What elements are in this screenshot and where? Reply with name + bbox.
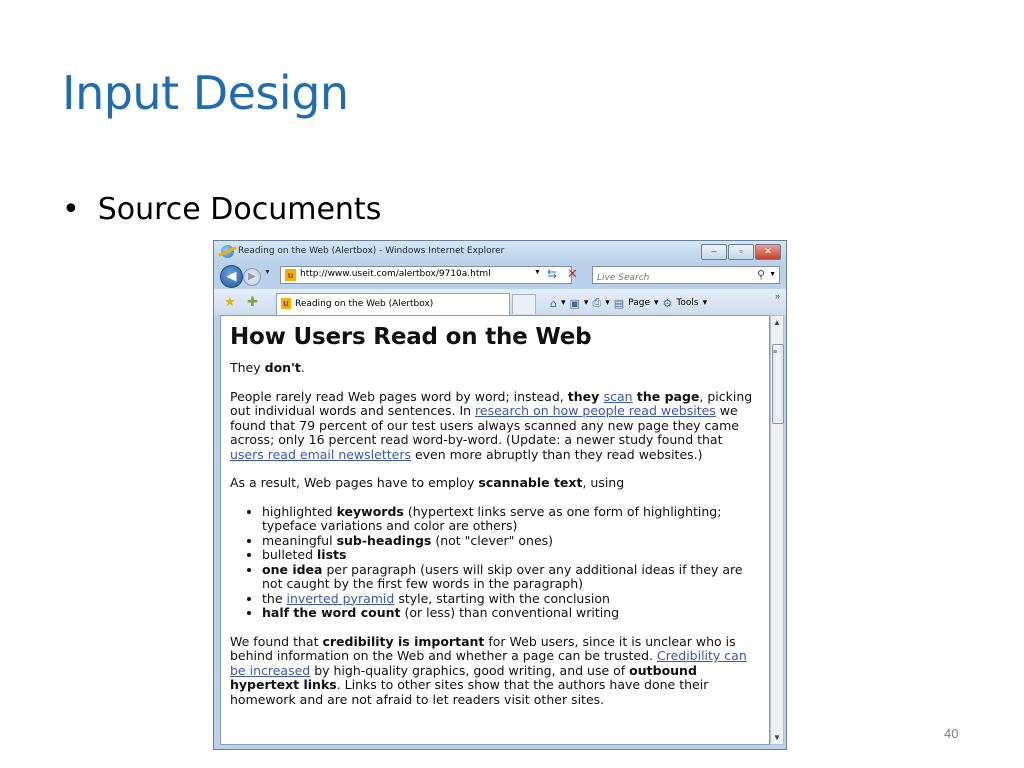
toolbar-overflow-icon[interactable]: » bbox=[774, 291, 780, 301]
bullet-item bbox=[62, 192, 381, 227]
command-toolbar bbox=[550, 296, 711, 310]
inverted-pyramid-link[interactable]: inverted pyramid bbox=[286, 590, 395, 606]
search-icon[interactable]: ⚲ bbox=[756, 269, 765, 281]
list-item: • highlighted keywords (hypertext links serve as one form of highlighting; typeface variations and color are others) bbox=[262, 505, 760, 534]
window-titlebar bbox=[214, 241, 786, 263]
close-button[interactable]: ✕ bbox=[755, 244, 781, 260]
scroll-thumb[interactable] bbox=[772, 344, 784, 424]
add-favorites-icon[interactable]: ✚ bbox=[247, 294, 258, 309]
print-icon[interactable]: ⎙ bbox=[592, 296, 602, 309]
list-item: • meaningful sub-headings (not "clever" ones) bbox=[262, 534, 760, 549]
home-icon[interactable]: ⌂ bbox=[550, 296, 557, 310]
list-item: • half the word count (or less) than conventional writing bbox=[262, 606, 760, 621]
paragraph-3: We found that credibility is important for Web users, since it is unclear who is behind information on the Web and whether a page can be trusted. Credibility can be increased by high-quality graphics, good writing, and use of outbound hypertext links. Links to other sites show that the authors have done their homework and are not afraid to let readers visit other sites. bbox=[230, 633, 747, 707]
scan-link[interactable]: scan bbox=[603, 388, 633, 404]
research-link[interactable]: research on how people read websites bbox=[475, 403, 716, 418]
home-dropdown-icon[interactable]: ▾ bbox=[560, 298, 566, 308]
maximize-button[interactable]: ▫ bbox=[728, 244, 754, 260]
tab-favicon-icon: u bbox=[281, 298, 291, 309]
tips-list bbox=[230, 505, 760, 621]
forward-icon[interactable]: ▶ bbox=[243, 268, 261, 286]
site-favicon-icon: u bbox=[285, 269, 296, 281]
feeds-dropdown-icon[interactable]: ▾ bbox=[583, 298, 589, 308]
list-item: • the inverted pyramid style, starting with the conclusion bbox=[262, 592, 760, 607]
page-dropdown-icon[interactable]: ▾ bbox=[654, 298, 659, 308]
paragraph-1: People rarely read Web pages word by word; instead, they scan the page, picking out individual words and sentences. In research on how people read websites we found that 79 percent of our test users always scanned any new page they came across; only 16 percent read word-by-word. (Update: a newer study found that users read email newsletters even more abruptly than they read websites.) bbox=[230, 388, 753, 462]
tools-icon: ⚙ bbox=[662, 296, 673, 310]
search-box[interactable] bbox=[592, 266, 780, 284]
scroll-up-icon[interactable]: ▲ bbox=[773, 318, 781, 327]
tools-dropdown-icon[interactable]: ▾ bbox=[702, 298, 708, 308]
command-bar bbox=[214, 289, 786, 315]
address-dropdown-icon[interactable]: ▼ bbox=[534, 269, 541, 276]
print-dropdown-icon[interactable]: ▾ bbox=[605, 298, 610, 308]
page-menu[interactable]: Page bbox=[628, 298, 650, 308]
list-item: • one idea per paragraph (users will skip over any additional ideas if they are not caught by the first few words in the paragraph) bbox=[262, 563, 760, 592]
minimize-button[interactable]: – bbox=[701, 244, 727, 260]
article-heading: How Users Read on the Web bbox=[230, 324, 592, 350]
bullet-dot: • bbox=[62, 192, 80, 227]
refresh-icon[interactable]: ⇆ bbox=[547, 267, 558, 281]
tools-menu[interactable]: Tools bbox=[676, 298, 699, 308]
browser-window-screenshot bbox=[213, 240, 787, 750]
ie-logo-icon bbox=[221, 245, 234, 258]
back-icon[interactable]: ◀ bbox=[220, 265, 243, 288]
tab-label: Reading on the Web (Alertbox) bbox=[295, 299, 434, 309]
slide-page-number: 40 bbox=[944, 726, 959, 741]
new-tab-button[interactable] bbox=[512, 294, 536, 314]
bullet-text: Source Documents bbox=[97, 192, 382, 227]
vertical-scrollbar[interactable] bbox=[770, 315, 784, 745]
favorites-star-icon[interactable]: ★ bbox=[224, 294, 236, 309]
address-bar[interactable] bbox=[280, 266, 572, 284]
scroll-down-icon[interactable]: ▼ bbox=[773, 733, 781, 742]
browser-tab[interactable] bbox=[276, 293, 510, 315]
search-dropdown-icon[interactable]: ▼ bbox=[769, 271, 776, 278]
slide-title: Input Design bbox=[62, 66, 349, 120]
paragraph-2: As a result, Web pages have to employ scannable text, using bbox=[230, 475, 625, 490]
page-content bbox=[220, 315, 770, 745]
newsletters-link[interactable]: users read email newsletters bbox=[230, 446, 411, 462]
feeds-icon[interactable]: ▣ bbox=[569, 296, 580, 310]
credibility-link[interactable]: Credibility can be increased bbox=[230, 648, 747, 678]
window-title: Reading on the Web (Alertbox) - Windows Internet Explorer bbox=[238, 246, 505, 256]
intro-paragraph: They don't. bbox=[230, 360, 305, 375]
stop-icon[interactable]: ✕ bbox=[567, 266, 578, 281]
list-item: • bulleted lists bbox=[262, 548, 760, 563]
history-dropdown-icon[interactable]: ▼ bbox=[264, 269, 271, 276]
search-input[interactable] bbox=[597, 273, 747, 283]
page-icon: ▤ bbox=[613, 296, 625, 310]
address-url[interactable]: http://www.useit.com/alertbox/9710a.html bbox=[300, 269, 491, 279]
window-controls bbox=[701, 244, 781, 260]
scroll-grip-icon: ≡ bbox=[773, 349, 778, 356]
